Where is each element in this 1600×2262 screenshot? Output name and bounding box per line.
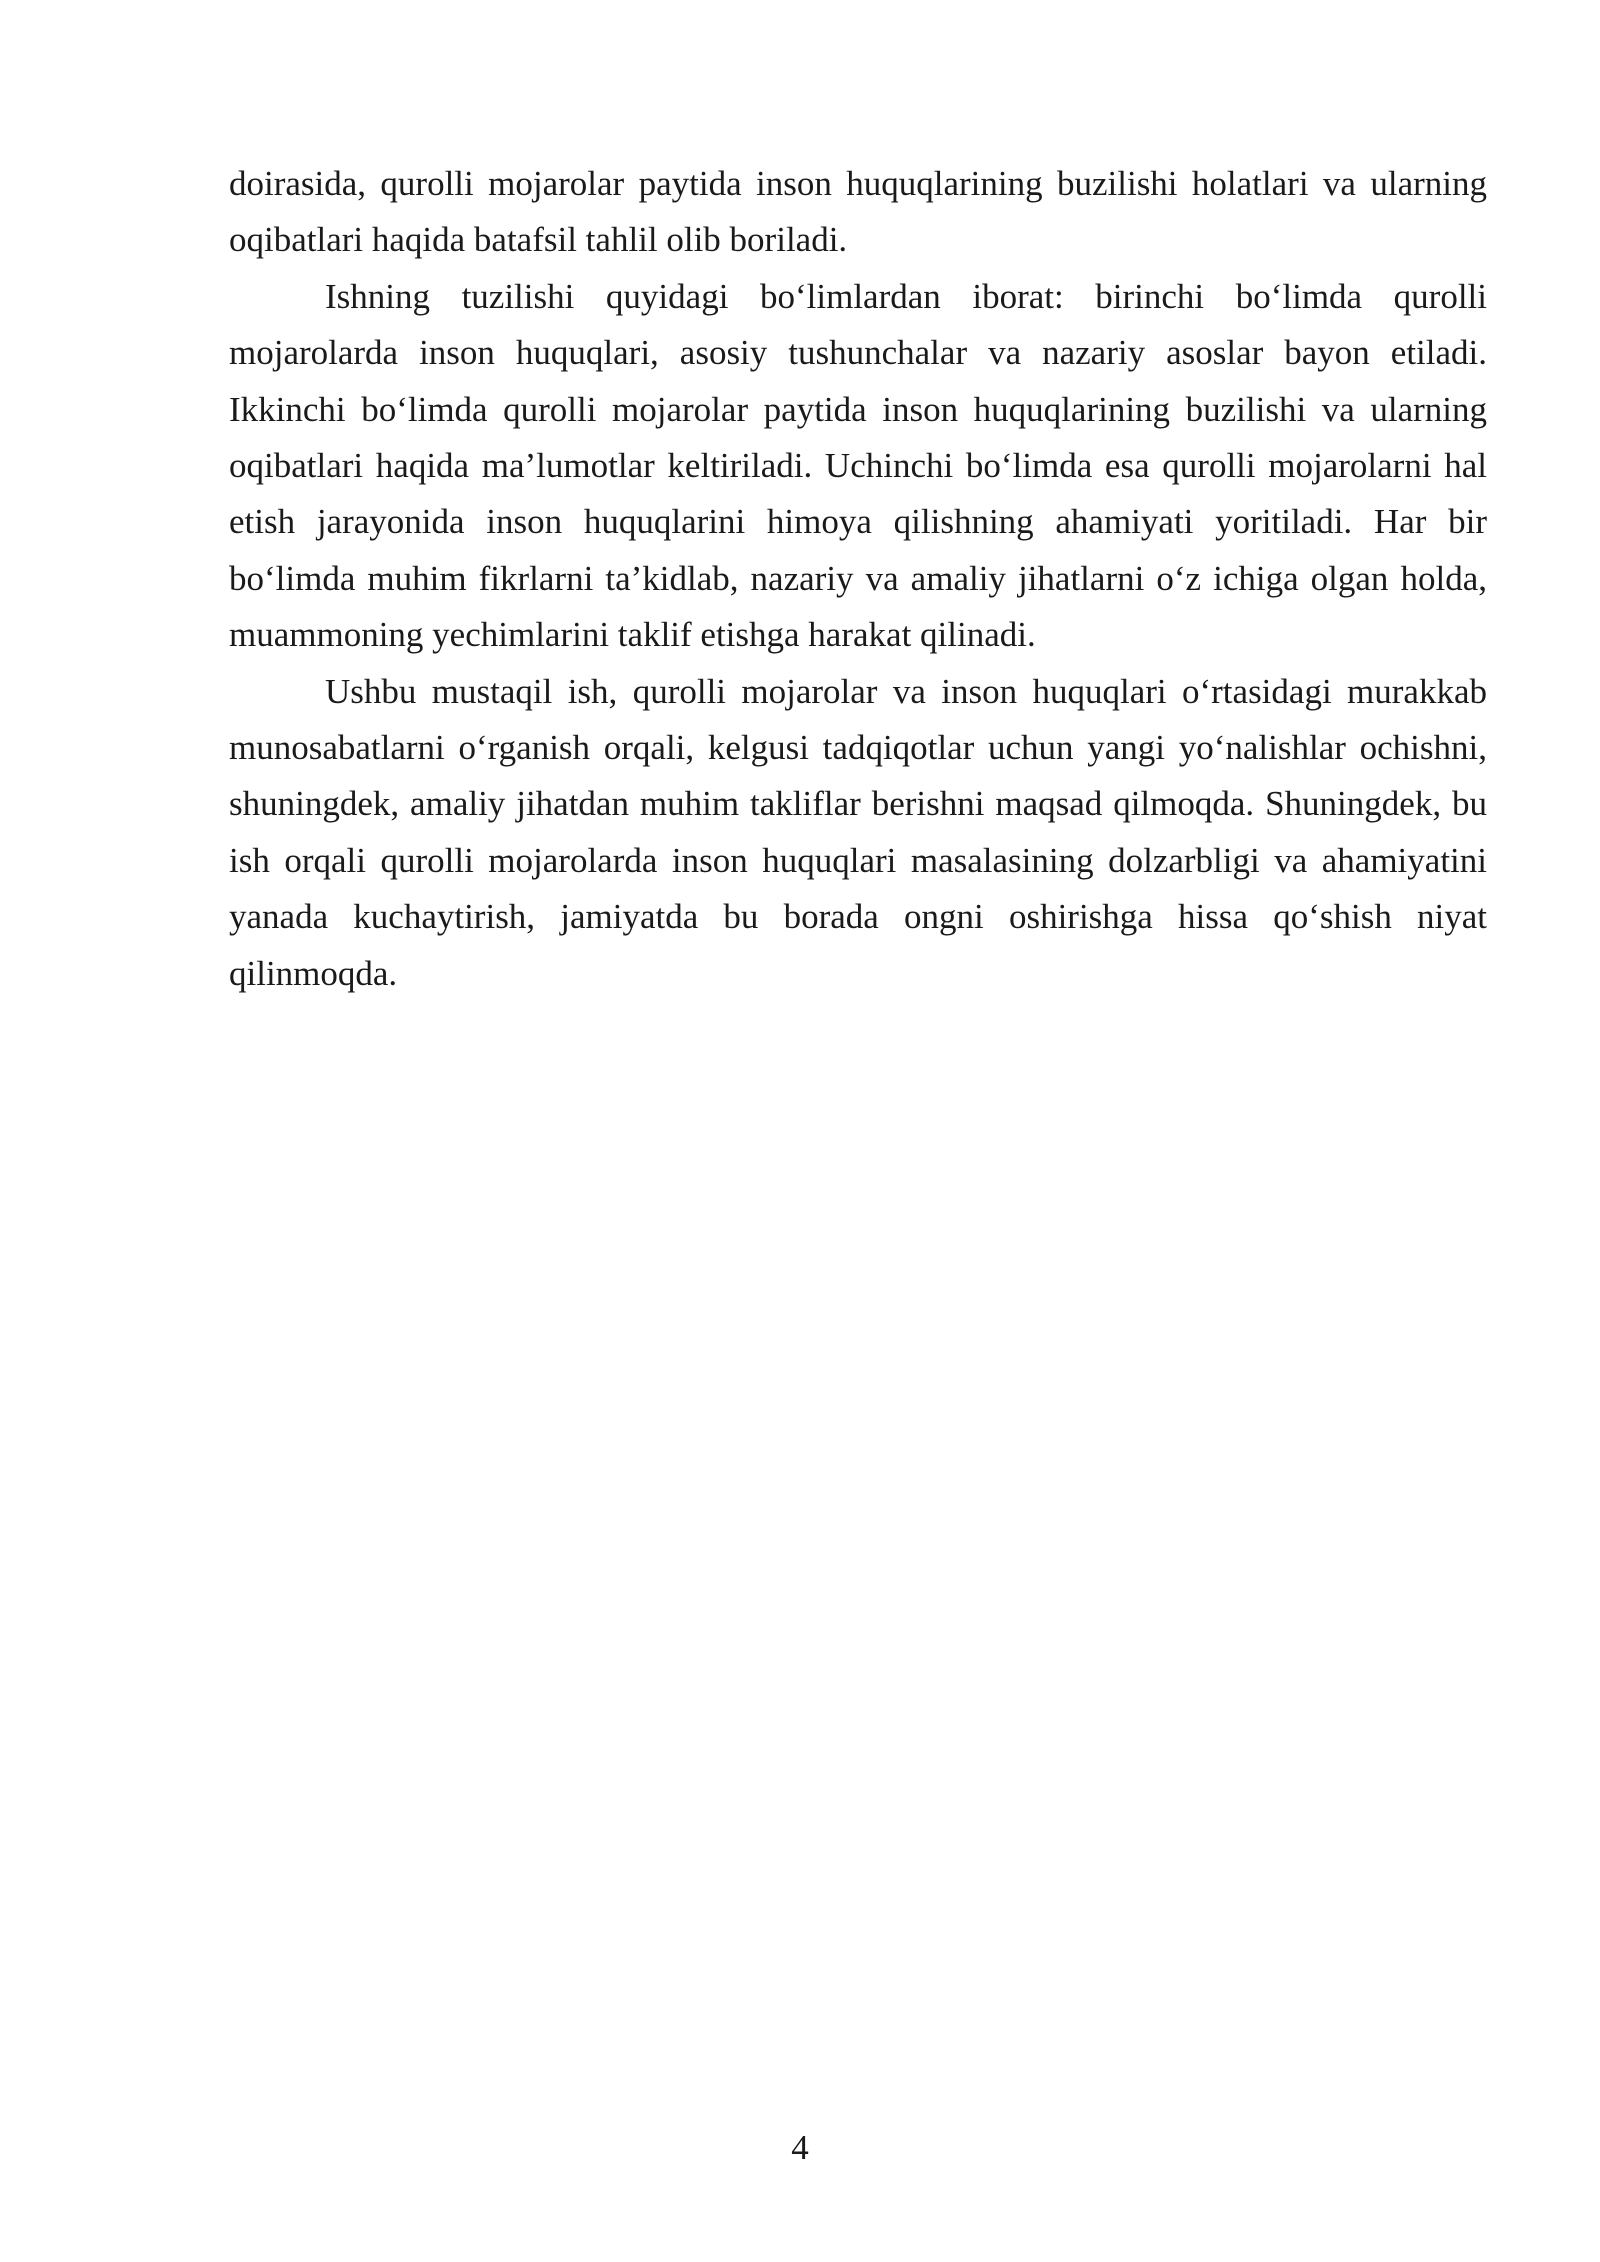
paragraph-structure: Ishning tuzilishi quyidagi bo‘limlardan iborat: birinchi bo‘limda qurolli mojarolarda inson huquqlari, asosiy tushunchalar va nazariy asoslar bayon etiladi. Ikkinchi bo‘limda qurolli mojarolar paytida inson huquqlarining buzilishi va ularning oqibatlari haqida ma’lumotlar keltiriladi. Uchinchi bo‘limda esa qurolli mojarolarni hal etish jarayonida inson huquqlarini himoya qilishning ahamiyati yoritiladi. Har bir bo‘limda muhim fikrlarni ta’kidlab, nazariy va amaliy jihatlarni o‘z ichiga olgan holda, muammoning yechimlarini taklif etishga harakat qilinadi. bbox=[229, 276, 1487, 655]
paragraph-continuation: doirasida, qurolli mojarolar paytida inson huquqlarining buzilishi holatlari va ularning oqibatlari haqida batafsil tahlil olib boriladi. bbox=[229, 164, 1487, 260]
body-text bbox=[229, 156, 1487, 1002]
paragraph-purpose: Ushbu mustaqil ish, qurolli mojarolar va inson huquqlari o‘rtasidagi murakkab munosabatlarni o‘rganish orqali, kelgusi tadqiqotlar uchun yangi yo‘nalishlar ochishni, shuningdek, amaliy jihatdan muhim takliflar berishni maqsad qilmoqda. Shuningdek, bu ish orqali qurolli mojarolarda inson huquqlari masalasining dolzarbligi va ahamiyatini yanada kuchaytirish, jamiyatda bu borada ongni oshirishga hissa qo‘shish niyat qilinmoqda. bbox=[229, 671, 1487, 993]
page-number: 4 bbox=[791, 2128, 809, 2167]
